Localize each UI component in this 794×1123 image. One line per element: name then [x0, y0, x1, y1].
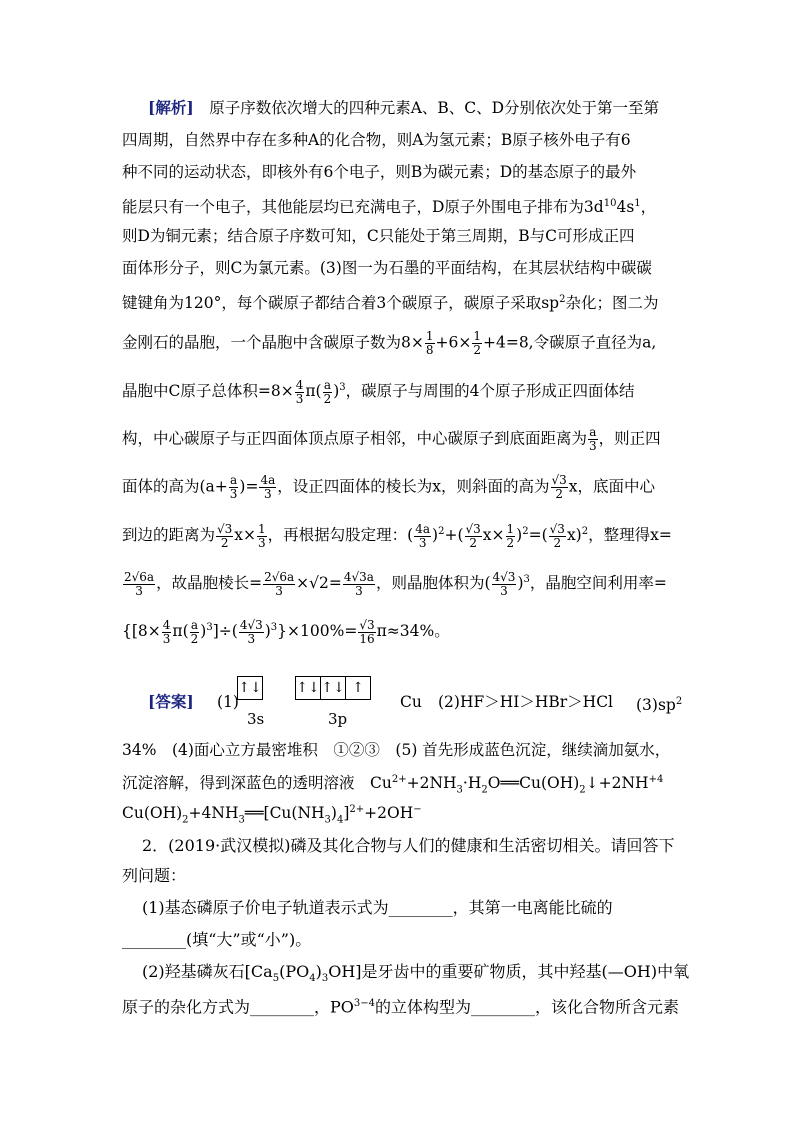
text: 4s [616, 198, 635, 217]
text: ) [200, 622, 207, 641]
text: 34% (4)面心立方最密堆积 ①②③ (5) 首先形成蓝色沉淀，继续滴加氨水， [122, 741, 671, 759]
fraction: $\frac{1}{2}$ [506, 521, 515, 550]
text: 的立体构型为________，该化合物所含元素 [375, 997, 680, 1017]
fraction: $\frac{1}{3}$ [258, 521, 266, 550]
text: 晶胞中C原子总体积=8× [122, 382, 294, 401]
subscript: 4 [336, 814, 344, 826]
superscript: 2 [559, 294, 566, 305]
subscript: 2 [481, 784, 488, 796]
fraction: $\frac{2√6a}{3}$ [124, 569, 155, 598]
q2-line-3: (1)基态磷原子价电子轨道表示式为________，其第一电离能比硫的 [142, 898, 613, 917]
text: ══[Cu(NH [244, 804, 325, 823]
subscript: 5 [272, 973, 280, 985]
answer-tag: [答案] [148, 692, 194, 711]
text: ) [315, 962, 322, 981]
fraction: $\frac{4}{3}$ [295, 377, 304, 406]
analysis-line-9 [122, 378, 635, 406]
text: +4NH [188, 804, 239, 823]
orbital-3s [238, 676, 263, 700]
orbital-box: ↑ [345, 676, 371, 700]
text: 金刚石的晶胞，一个晶胞中含碳原子数为8× [122, 333, 424, 352]
text: ，则正四 [598, 429, 661, 448]
answer-line-3 [122, 770, 663, 800]
orbital-3p [296, 676, 371, 700]
superscript: 2 [522, 526, 529, 537]
text: ，整理得x= [588, 526, 672, 545]
fraction: $\frac{√3}{2}$ [217, 521, 233, 550]
fraction: $\frac{4√3}{3}$ [239, 617, 263, 646]
orbital-box: ↑↓ [237, 676, 263, 700]
fraction: $\frac{1}{2}$ [473, 329, 481, 357]
text: 键键角为120°，每个碳原子都结合着3个碳原子，碳原子采取sp [122, 294, 560, 313]
text: 则D为铜元素；结合原子序数可知，C只能处于第三周期，B与C可形成正四 [122, 227, 635, 245]
text: ×√2= [296, 574, 342, 593]
fraction: $\frac{a}{2}$ [190, 617, 199, 646]
text: ，故晶胞棱长= [156, 574, 263, 593]
text: }×100%= [277, 622, 358, 641]
text: +2NH [406, 774, 457, 793]
superscript: 2+ [391, 774, 407, 785]
text: ，则晶胞体积为( [375, 574, 491, 593]
fraction: $\frac{√3}{16}$ [359, 617, 375, 646]
text: +2OH [364, 804, 414, 823]
superscript: 2 [581, 526, 589, 537]
orbital-box: ↑↓ [320, 676, 346, 700]
text: 四周期，自然界中存在多种A的化合物，则A为氢元素；B原子核外电子有6 [122, 131, 631, 149]
subscript: 3 [456, 784, 463, 796]
superscript: 2 [675, 696, 683, 707]
superscript: 3 [206, 622, 213, 633]
analysis-line-5 [122, 226, 635, 246]
text: (2)羟基磷灰石[Ca [142, 962, 273, 981]
text: ) [330, 804, 337, 823]
text: 原子序数依次增大的四种元素A、B、C、D分别依次处于第一至第 [209, 99, 660, 117]
analysis-line-1 [148, 98, 659, 118]
q2-line-4: ________(填“大”或“小”)。 [122, 930, 312, 949]
answer-part-3 [636, 692, 682, 715]
orbital-box: ↑↓ [295, 676, 321, 700]
superscript: 3−4 [353, 998, 375, 1009]
analysis-line-11 [122, 474, 655, 501]
orbital-label-3s: 3s [247, 710, 265, 728]
subscript: 2 [182, 814, 189, 826]
text: 杂化；图二为 [565, 294, 659, 313]
fraction: $\frac{√3}{2}$ [549, 521, 565, 550]
fraction: $\frac{1}{8}$ [425, 329, 434, 357]
superscript: 3 [339, 382, 346, 393]
text: 沉淀溶解，得到深蓝色的透明溶液 Cu [122, 774, 392, 793]
fraction: $\frac{4√3}{3}$ [492, 569, 516, 598]
fraction: $\frac{a}{3}$ [229, 473, 238, 501]
q2-line-5 [142, 962, 689, 989]
fraction: $\frac{4√3a}{3}$ [343, 569, 374, 598]
analysis-line-3 [122, 162, 636, 182]
text: π( [172, 622, 189, 641]
orbital-label-3p: 3p [328, 710, 348, 728]
text: π( [305, 382, 322, 401]
subscript: 3 [324, 814, 331, 826]
subscript: 3 [238, 814, 245, 826]
superscript: 10 [603, 198, 617, 209]
fraction: $\frac{√3}{2}$ [551, 473, 567, 501]
analysis-line-2 [122, 130, 631, 150]
text: ， [640, 198, 657, 217]
analysis-line-4 [122, 194, 656, 217]
text: ) [264, 622, 271, 641]
superscript: +4 [648, 774, 664, 785]
text: x× [482, 526, 505, 545]
analysis-line-14 [122, 618, 450, 646]
text: O══Cu(OH) [487, 774, 580, 793]
subscript: 3 [321, 973, 329, 985]
text: ·H [462, 774, 482, 793]
text: ] [343, 804, 350, 823]
superscript: 3 [523, 574, 530, 585]
subscript: 4 [309, 973, 316, 985]
fraction: $\frac{4}{3}$ [162, 617, 171, 646]
text: ) [333, 382, 340, 401]
text: x× [234, 526, 257, 545]
q2-line-1: 2．(2019·武汉模拟)磷及其化合物与人们的健康和生活密切相关。请回答下 [142, 836, 675, 855]
q2-line-2: 列问题： [122, 866, 187, 885]
text: )= [239, 477, 259, 496]
analysis-line-12 [122, 522, 672, 550]
text: ↓+2NH [585, 774, 649, 793]
q2-line-6 [122, 994, 679, 1017]
text: 原子的杂化方式为________，PO [122, 997, 354, 1017]
text: =( [528, 526, 548, 545]
fraction: $\frac{4a}{3}$ [260, 473, 276, 501]
analysis-line-13 [122, 570, 667, 598]
text: ) [516, 526, 523, 545]
superscript: 2+ [349, 804, 365, 815]
text: 构，中心碳原子与正四面体顶点原子相邻，中心碳原子到底面距离为 [122, 429, 588, 448]
answer-line-1 [148, 692, 194, 712]
fraction: $\frac{2√6a}{3}$ [264, 569, 295, 598]
text: 面体的高为(a+ [122, 477, 228, 496]
superscript: − [413, 804, 422, 815]
text: +( [444, 526, 464, 545]
text: (PO [279, 962, 310, 981]
text: +6× [435, 333, 472, 352]
answer-part-1: (1) [217, 693, 239, 711]
text: 到边的距离为 [122, 526, 216, 545]
fraction: $\frac{a}{2}$ [323, 377, 332, 406]
subscript: 2 [579, 784, 586, 796]
text: OH]是牙齿中的重要矿物质，其中羟基(—OH)中氧 [328, 962, 690, 981]
superscript: 3 [270, 622, 278, 633]
analysis-line-8 [122, 330, 656, 357]
text: 能层只有一个电子，其他能层均已充满电子，D原子外围电子排布为3d [122, 198, 604, 217]
text: +4=8,令碳原子直径为a, [482, 333, 657, 352]
text: ) [432, 526, 439, 545]
answer-part-2: (2)HF＞HI＞HBr＞HCl [438, 693, 614, 711]
text: x) [566, 526, 582, 545]
text: ) [517, 574, 524, 593]
answer-cu: Cu [400, 693, 422, 711]
fraction: $\frac{√3}{2}$ [465, 521, 481, 550]
text: x，底面中心 [568, 477, 656, 496]
answer-line-2 [122, 740, 670, 760]
text: (3)sp [636, 696, 676, 715]
superscript: 1 [634, 198, 641, 209]
text: Cu(OH) [122, 804, 183, 823]
analysis-tag: [解析] [148, 98, 194, 117]
text: 面体形分子，则C为氯元素。(3)图一为石墨的平面结构，在其层状结构中碳碳 [122, 259, 652, 277]
analysis-line-7 [122, 290, 658, 313]
text: π≈34%。 [376, 622, 450, 641]
text: ，再根据勾股定理：( [267, 526, 414, 545]
text: ，碳原子与周围的4个原子形成正四面体结 [345, 382, 635, 401]
text: ，晶胞空间利用率= [529, 574, 667, 593]
text: 种不同的运动状态，即核外有6个电子，则B为碳元素；D的基态原子的最外 [122, 163, 637, 181]
analysis-line-10 [122, 426, 661, 453]
fraction: $\frac{a}{3}$ [589, 425, 597, 453]
text: ]÷( [212, 622, 238, 641]
text: ，设正四面体的棱长为x，则斜面的高为 [277, 477, 550, 496]
superscript: 2 [438, 526, 445, 537]
analysis-line-6 [122, 258, 652, 278]
fraction: $\frac{4a}{3}$ [415, 521, 431, 550]
answer-line-4 [122, 800, 422, 830]
text: {[8× [122, 622, 161, 641]
